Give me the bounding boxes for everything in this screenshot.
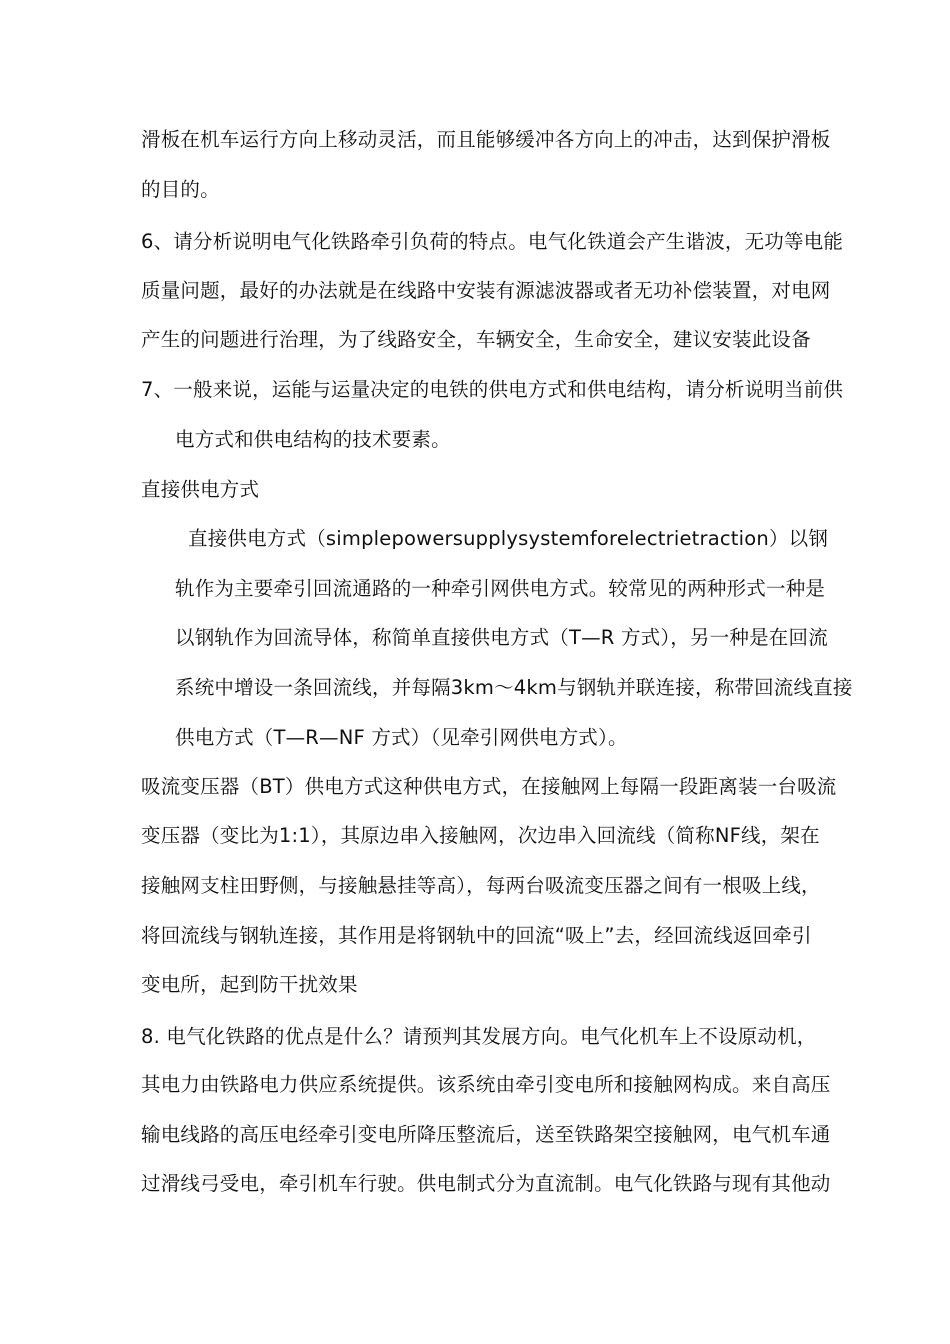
question-7-line-1: 7、一般来说，运能与运量决定的电铁的供电方式和供电结构，请分析说明当前供	[141, 378, 844, 401]
bt-supply-line-3: 接触网支柱田野侧，与接触悬挂等高），每两台吸流变压器之间有一根吸上线，	[141, 874, 821, 897]
question-6-line-1: 6、请分析说明电气化铁路牵引负荷的特点。电气化铁道会产生谐波，无功等电能	[141, 230, 844, 253]
direct-supply-line-3: 以钢轨作为回流导体，称简单直接供电方式（T—R 方式），另一种是在回流	[175, 626, 828, 649]
text-line-1: 滑板在机车运行方向上移动灵活，而且能够缓冲各方向上的冲击，达到保护滑板	[141, 128, 831, 151]
question-8-line-1: 8. 电气化铁路的优点是什么？请预判其发展方向。电气化机车上不设原动机，	[141, 1025, 817, 1048]
direct-supply-line-5: 供电方式（T—R—NF 方式）（见牵引网供电方式）。	[175, 726, 628, 749]
direct-supply-line-2: 轨作为主要牵引回流通路的一种牵引网供电方式。较常见的两种形式一种是	[175, 577, 826, 600]
bt-supply-line-4: 将回流线与钢轨连接，其作用是将钢轨中的回流“吸上”去，经回流线返回牵引	[141, 924, 812, 947]
section-heading-direct-supply: 直接供电方式	[141, 478, 260, 501]
question-8-line-3: 输电线路的高压电经牵引变电所降压整流后，送至铁路架空接触网，电气机车通	[141, 1123, 831, 1146]
question-8-line-2: 其电力由铁路电力供应系统提供。该系统由牵引变电所和接触网构成。来自高压	[141, 1073, 831, 1096]
bt-supply-line-5: 变电所，起到防干扰效果	[141, 973, 358, 996]
direct-supply-line-1: 直接供电方式（simplepowersupplysystemforelectrietraction）以钢	[188, 527, 829, 550]
question-8-line-4: 过滑线弓受电，牵引机车行驶。供电制式分为直流制。电气化铁路与现有其他动	[141, 1172, 831, 1195]
question-6-line-3: 产生的问题进行治理，为了线路安全，车辆安全，生命安全，建议安装此设备	[141, 328, 811, 351]
question-6-line-2: 质量问题，最好的办法就是在线路中安装有源滤波器或者无功补偿装置，对电网	[141, 279, 831, 302]
question-7-line-2: 电方式和供电结构的技术要素。	[175, 428, 451, 451]
bt-supply-line-1: 吸流变压器（BT）供电方式这种供电方式，在接触网上每隔一段距离装一台吸流	[141, 775, 837, 798]
bt-supply-line-2: 变压器（变比为1:1），其原边串入接触网，次边串入回流线（简称NF线，架在	[141, 824, 820, 847]
text-line-2: 的目的。	[141, 178, 220, 201]
direct-supply-line-4: 系统中增设一条回流线，并每隔3km〜4km与钢轨并联连接，称带回流线直接	[175, 676, 853, 699]
